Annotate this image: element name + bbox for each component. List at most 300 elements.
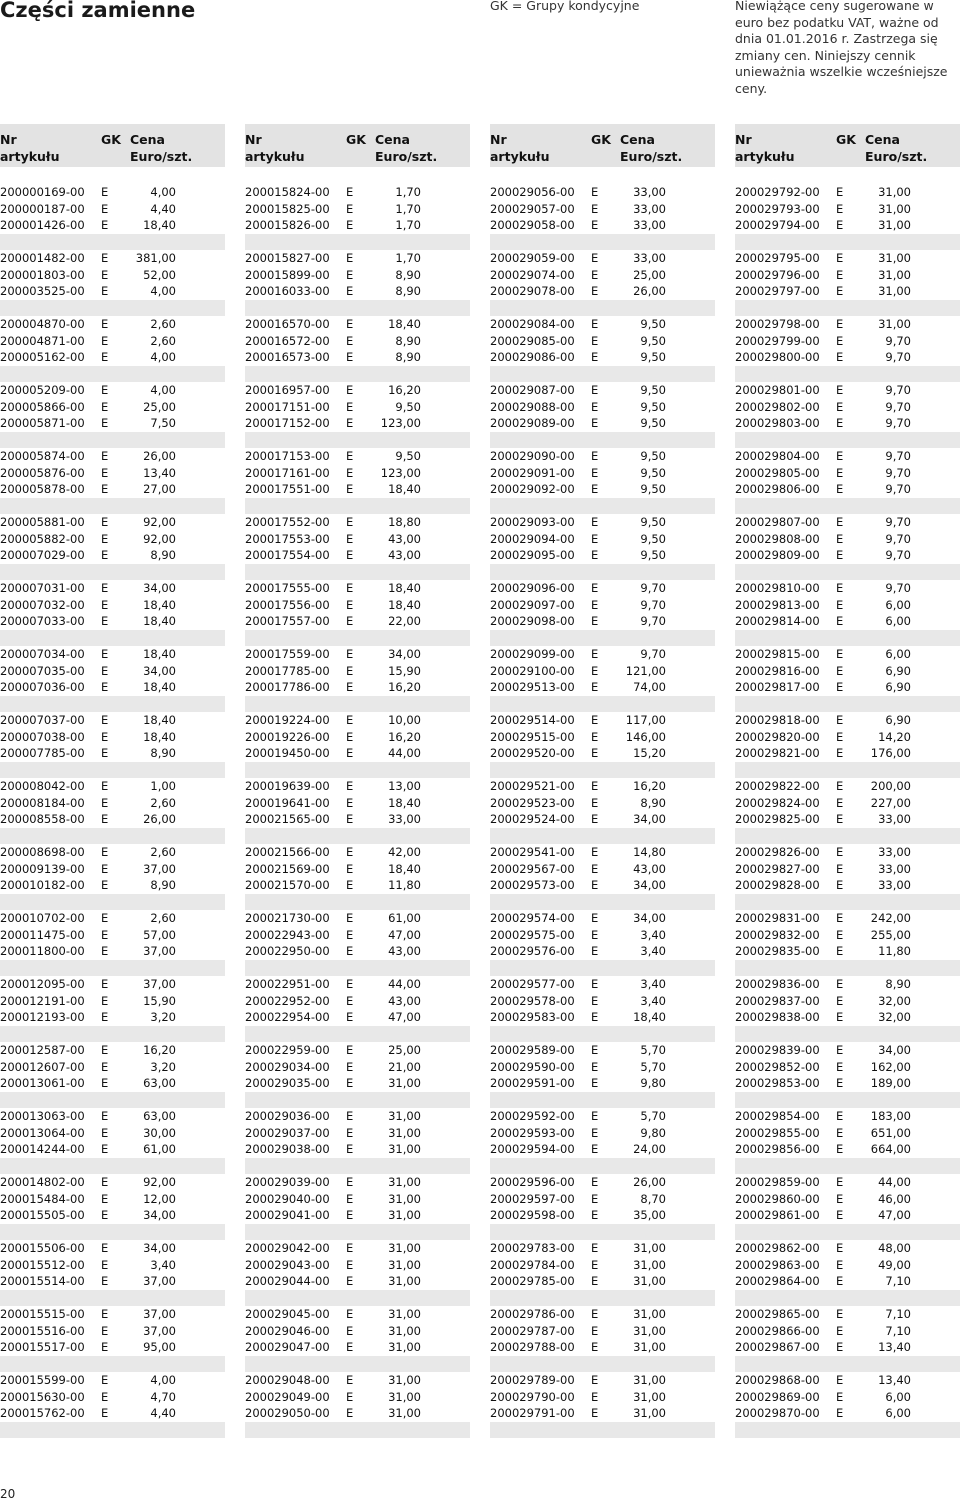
article-number: 200019224-00 [245,713,330,727]
table-row [735,184,960,201]
table-row [490,184,715,201]
table-row [735,729,960,746]
table-row [245,1125,470,1142]
price: 18,40 [143,218,176,232]
condition-group: E [591,333,599,348]
price: 31,00 [878,267,911,282]
article-number: 200005882-00 [0,531,85,546]
group-separator [245,1356,470,1373]
condition-group: E [346,927,354,942]
condition-group: E [346,1142,354,1156]
article-number: 200029791-00 [490,1406,575,1420]
table-row [735,712,960,729]
table-row [245,547,470,564]
column-header [735,124,960,167]
article-number: 200012607-00 [0,1059,85,1074]
price: 123,00 [380,465,421,480]
table-row [0,729,225,746]
table-row [735,976,960,993]
article-number: 200029590-00 [490,1059,575,1074]
price: 146,00 [625,729,666,744]
condition-group: E [346,1076,354,1090]
price: 47,00 [878,1208,911,1222]
condition-group: E [101,861,109,876]
price: 37,00 [143,1307,176,1321]
column-header [0,124,225,167]
table-row [490,1042,715,1059]
price: 18,40 [388,597,421,612]
price: 18,40 [143,647,176,661]
price: 1,00 [150,779,176,793]
group-separator [490,828,715,845]
price: 9,70 [885,333,911,348]
price: 18,40 [388,581,421,595]
table-row [0,844,225,861]
table-row [490,1075,715,1092]
article-number: 200029790-00 [490,1389,575,1404]
table-row [735,1191,960,1208]
condition-group: E [591,267,599,282]
table-row [490,663,715,680]
condition-group: E [836,399,844,414]
article-number: 200029816-00 [735,663,820,678]
article-number: 200029523-00 [490,795,575,810]
condition-group: E [101,713,109,727]
article-number: 200015517-00 [0,1340,85,1354]
table-row [735,646,960,663]
table-row [245,1257,470,1274]
table-row [735,399,960,416]
condition-group: E [591,1208,599,1222]
table-row [245,399,470,416]
article-number: 200029783-00 [490,1241,575,1255]
condition-group: E [591,416,599,430]
table-row [735,580,960,597]
article-number: 200001482-00 [0,251,85,265]
table-row [245,1240,470,1257]
article-number: 200029583-00 [490,1010,575,1024]
condition-group: E [346,812,354,826]
table-row [245,349,470,366]
condition-group: E [346,861,354,876]
article-number: 200011475-00 [0,927,85,942]
condition-group: E [346,218,354,232]
table-row [490,1141,715,1158]
article-number: 200029803-00 [735,416,820,430]
condition-group: E [101,614,109,628]
price: 25,00 [388,1043,421,1057]
article-number: 200029074-00 [490,267,575,282]
condition-group: E [836,1373,844,1387]
table-row [0,283,225,300]
table-row [735,1009,960,1026]
condition-group: E [591,1076,599,1090]
group-separator [0,828,225,845]
price: 651,00 [870,1125,911,1140]
condition-group: E [836,317,844,331]
condition-group: E [836,201,844,216]
article-number: 200029515-00 [490,729,575,744]
price: 37,00 [143,1274,176,1288]
condition-group: E [836,1323,844,1338]
table-row [245,646,470,663]
condition-group: E [346,1109,354,1123]
group-separator [490,498,715,515]
condition-group: E [836,1010,844,1024]
article-number: 200015484-00 [0,1191,85,1206]
condition-group: E [101,251,109,265]
condition-group: E [591,284,599,298]
table-row [0,250,225,267]
article-number: 200029825-00 [735,812,820,826]
condition-group: E [346,201,354,216]
table-row [0,1042,225,1059]
condition-group: E [101,218,109,232]
price: 6,00 [885,647,911,661]
table-row [245,663,470,680]
condition-group: E [101,1389,109,1404]
table-row [0,201,225,218]
table-row [0,712,225,729]
condition-group: E [836,581,844,595]
article-number: 200017557-00 [245,614,330,628]
price: 189,00 [870,1076,911,1090]
price: 2,60 [150,911,176,925]
table-row [0,267,225,284]
table-row [490,1339,715,1356]
table-row [0,993,225,1010]
price: 43,00 [388,944,421,958]
group-separator [0,1224,225,1241]
group-separator [0,1356,225,1373]
article-number: 200029078-00 [490,284,575,298]
group-separator [245,234,470,251]
condition-group: E [101,1323,109,1338]
condition-group: E [591,812,599,826]
condition-group: E [836,284,844,298]
table-row [490,1191,715,1208]
article-number: 200029802-00 [735,399,820,414]
article-number: 200029596-00 [490,1175,575,1189]
group-separator [735,696,960,713]
price: 18,40 [388,317,421,331]
group-separator [490,1092,715,1109]
article-number: 200021730-00 [245,911,330,925]
price: 16,20 [143,1043,176,1057]
table-row [735,1141,960,1158]
condition-group: E [101,680,109,694]
table-row [0,481,225,498]
price: 9,70 [640,581,666,595]
price: 227,00 [870,795,911,810]
price: 3,40 [640,977,666,991]
condition-group: E [346,350,354,364]
price: 4,40 [150,1406,176,1420]
table-row [0,1273,225,1290]
group-separator [245,1158,470,1175]
group-separator [245,960,470,977]
price: 6,90 [885,680,911,694]
article-number: 200016570-00 [245,317,330,331]
table-row [0,1240,225,1257]
price: 7,50 [150,416,176,430]
price: 24,00 [633,1142,666,1156]
price: 9,50 [640,531,666,546]
condition-group: E [591,251,599,265]
table-row [245,745,470,762]
condition-group: E [101,482,109,496]
gk-legend-note: GK = Grupy kondycyjne [490,0,640,13]
table-row [0,1125,225,1142]
table-row [490,531,715,548]
price: 61,00 [143,1142,176,1156]
article-number: 200015506-00 [0,1241,85,1255]
table-row [490,217,715,234]
table-row [0,597,225,614]
article-number: 200029785-00 [490,1274,575,1288]
article-number: 200029043-00 [245,1257,330,1272]
article-number: 200015505-00 [0,1208,85,1222]
table-row [0,910,225,927]
table-row [0,1257,225,1274]
article-number: 200013061-00 [0,1076,85,1090]
article-number: 200010702-00 [0,911,85,925]
price: 176,00 [870,746,911,760]
article-number: 200029794-00 [735,218,820,232]
condition-group: E [101,1191,109,1206]
price: 33,00 [878,812,911,826]
article-number: 200029795-00 [735,251,820,265]
group-separator [735,960,960,977]
article-number: 200007037-00 [0,713,85,727]
article-number: 200012191-00 [0,993,85,1008]
price: 31,00 [633,1323,666,1338]
price: 31,00 [388,1109,421,1123]
article-number: 200015514-00 [0,1274,85,1288]
condition-group: E [101,746,109,760]
table-row [490,316,715,333]
condition-group: E [591,581,599,595]
article-number: 200029864-00 [735,1274,820,1288]
table-row [245,712,470,729]
article-number: 200029835-00 [735,944,820,958]
article-number: 200007035-00 [0,663,85,678]
price: 8,90 [150,878,176,892]
article-number: 200029094-00 [490,531,575,546]
price: 9,50 [640,515,666,529]
condition-group: E [591,977,599,991]
condition-group: E [346,1406,354,1420]
condition-group: E [836,911,844,925]
price: 2,60 [150,795,176,810]
article-number: 200015899-00 [245,267,330,282]
table-row [490,795,715,812]
article-number: 200008558-00 [0,812,85,826]
price: 27,00 [143,482,176,496]
price: 33,00 [633,185,666,199]
price: 9,50 [395,449,421,463]
article-number: 200029786-00 [490,1307,575,1321]
price-column [490,124,715,1438]
table-row [0,1207,225,1224]
table-row [490,514,715,531]
condition-group: E [836,729,844,744]
table-row [0,1372,225,1389]
article-number: 200029854-00 [735,1109,820,1123]
condition-group: E [591,614,599,628]
table-row [245,1339,470,1356]
condition-group: E [836,1241,844,1255]
condition-group: E [346,465,354,480]
condition-group: E [346,845,354,859]
table-row [0,465,225,482]
table-row [735,1042,960,1059]
price: 13,40 [878,1373,911,1387]
article-number: 200029091-00 [490,465,575,480]
condition-group: E [346,1043,354,1057]
group-separator [735,366,960,383]
article-number: 200029832-00 [735,927,820,942]
table-row [735,448,960,465]
article-number: 200029050-00 [245,1406,330,1420]
table-row [0,399,225,416]
article-number: 200029592-00 [490,1109,575,1123]
price: 9,70 [885,581,911,595]
price: 117,00 [625,713,666,727]
condition-group: E [591,597,599,612]
article-number: 200017785-00 [245,663,330,678]
group-separator [490,630,715,647]
table-row [735,1125,960,1142]
table-row [490,1108,715,1125]
article-number: 200029097-00 [490,597,575,612]
condition-group: E [591,1389,599,1404]
table-row [0,1141,225,1158]
condition-group: E [346,1373,354,1387]
article-number: 200029852-00 [735,1059,820,1074]
table-row [735,811,960,828]
table-row [245,778,470,795]
article-number: 200007785-00 [0,746,85,760]
price: 3,20 [150,1010,176,1024]
price: 18,80 [388,515,421,529]
price: 1,70 [395,185,421,199]
condition-group: E [101,647,109,661]
condition-group: E [591,680,599,694]
condition-group: E [591,1307,599,1321]
table-row [0,861,225,878]
condition-group: E [101,1257,109,1272]
condition-group: E [591,218,599,232]
price: 31,00 [633,1274,666,1288]
price: 37,00 [143,1323,176,1338]
article-number: 200029787-00 [490,1323,575,1338]
article-number: 200029521-00 [490,779,575,793]
group-separator [735,762,960,779]
article-number: 200004871-00 [0,333,85,348]
condition-group: E [591,383,599,397]
article-number: 200000169-00 [0,185,85,199]
table-row [490,333,715,350]
price: 9,70 [640,647,666,661]
price: 30,00 [143,1125,176,1140]
table-row [245,1141,470,1158]
table-row [735,745,960,762]
price: 8,90 [395,350,421,364]
condition-group: E [101,201,109,216]
condition-group: E [836,218,844,232]
price: 4,00 [150,185,176,199]
article-number: 200029792-00 [735,185,820,199]
table-row [490,712,715,729]
table-row [245,1273,470,1290]
price: 4,00 [150,383,176,397]
price: 18,40 [143,713,176,727]
condition-group: E [101,350,109,364]
table-row [490,729,715,746]
table-row [735,1405,960,1422]
article-number: 200016033-00 [245,284,330,298]
table-row [735,283,960,300]
table-row [490,1174,715,1191]
article-number: 200010182-00 [0,878,85,892]
price: 31,00 [388,1307,421,1321]
price: 1,70 [395,201,421,216]
price: 31,00 [388,1406,421,1420]
condition-group: E [836,680,844,694]
header-article-number: Nr artykułu [0,132,60,164]
header-article-number: Nr artykułu [490,132,550,164]
article-number: 200029095-00 [490,548,575,562]
condition-group: E [836,1340,844,1354]
article-number: 200029815-00 [735,647,820,661]
condition-group: E [591,1406,599,1420]
article-number: 200008042-00 [0,779,85,793]
group-separator [245,366,470,383]
price: 4,00 [150,1373,176,1387]
price: 31,00 [388,1076,421,1090]
table-row [490,778,715,795]
header-price: Cena Euro/szt. [620,132,683,164]
table-row [490,465,715,482]
condition-group: E [836,333,844,348]
price: 14,20 [878,729,911,744]
table-row [0,811,225,828]
article-number: 200021569-00 [245,861,330,876]
price: 6,90 [885,713,911,727]
article-number: 200029860-00 [735,1191,820,1206]
table-row [490,1273,715,1290]
table-row [245,184,470,201]
condition-group: E [836,1142,844,1156]
condition-group: E [101,911,109,925]
price: 31,00 [388,1340,421,1354]
condition-group: E [101,531,109,546]
condition-group: E [836,449,844,463]
price: 6,00 [885,597,911,612]
table-row [735,1323,960,1340]
price: 16,20 [388,729,421,744]
condition-group: E [591,317,599,331]
table-row [735,877,960,894]
table-row [245,811,470,828]
price: 31,00 [388,1142,421,1156]
article-number: 200012095-00 [0,977,85,991]
price: 7,10 [885,1274,911,1288]
article-number: 200003525-00 [0,284,85,298]
table-row [0,531,225,548]
article-number: 200017161-00 [245,465,330,480]
